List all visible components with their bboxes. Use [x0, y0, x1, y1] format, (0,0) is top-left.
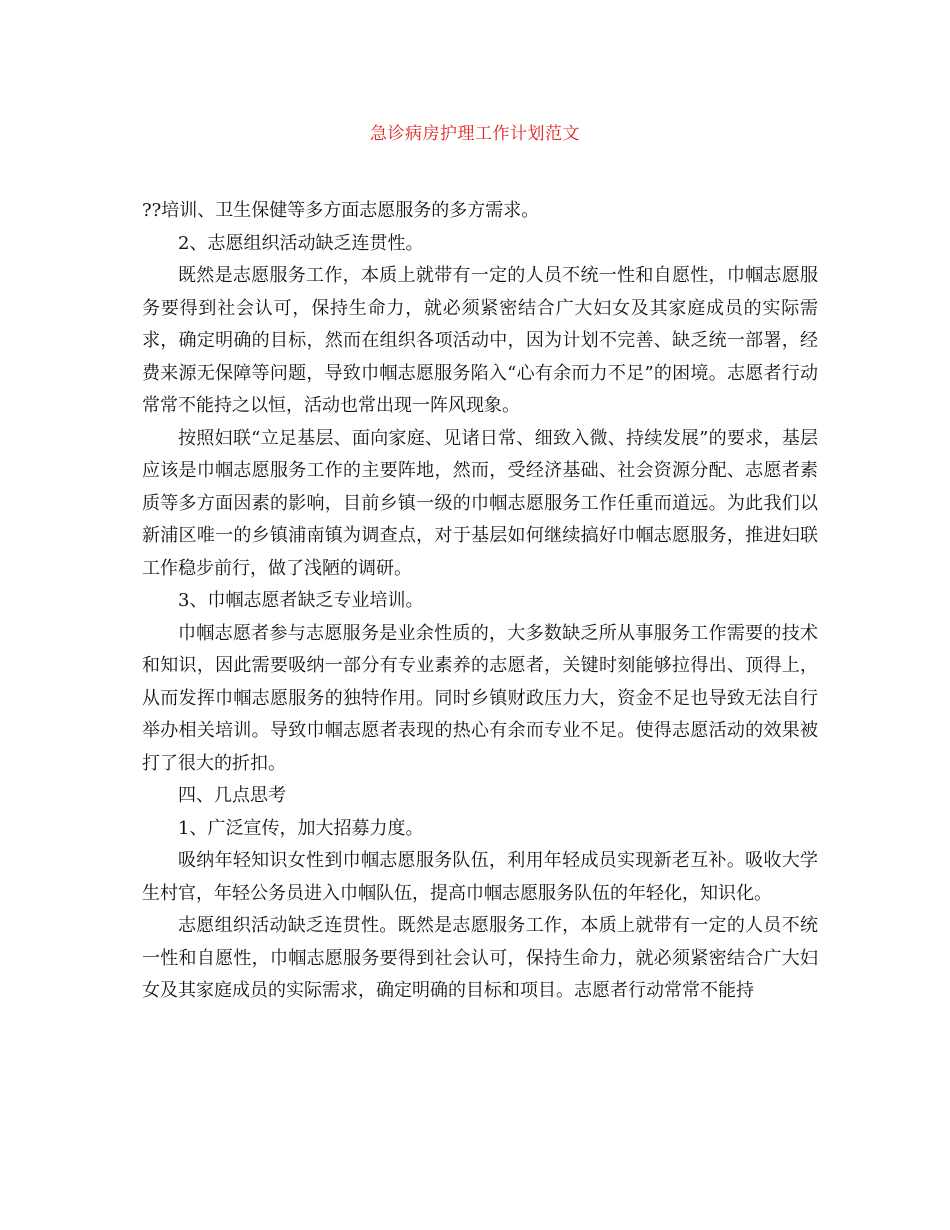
paragraph: 志愿组织活动缺乏连贯性。既然是志愿服务工作，本质上就带有一定的人员不统一性和自愿性，巾帼志愿服务要得到社会认可，保持生命力，就必须紧密结合广大妇女及其家庭成员的实际需求，确定明确的目标和项目。志愿者行动常常不能持: [142, 915, 818, 1001]
paragraph: 吸纳年轻知识女性到巾帼志愿服务队伍，利用年轻成员实现新老互补。吸收大学生村官，年轻公务员进入巾帼队伍，提高巾帼志愿服务队伍的年轻化，知识化。: [142, 850, 818, 904]
document-body: [142, 195, 818, 1008]
section-heading-2: 2、志愿组织活动缺乏连贯性。: [178, 232, 424, 254]
section-heading-3: 3、巾帼志愿者缺乏专业培训。: [178, 590, 424, 611]
paragraph: 按照妇联“立足基层、面向家庭、见诸日常、细致入微、持续发展”的要求，基层应该是巾帼志愿服务工作的主要阵地，然而，受经济基础、社会资源分配、志愿者素质等多方面因素的影响，目前乡镇一级的巾帼志愿服务工作任重而道远。为此我们以新浦区唯一的乡镇浦南镇为调查点，对于基层如何继续搞好巾帼志愿服务，推进妇联工作稳步前行，做了浅陋的调研。: [142, 427, 818, 579]
document-title: 急诊病房护理工作计划范文: [370, 124, 580, 144]
section-heading-1: 1、广泛宣传，加大招募力度。: [178, 817, 424, 839]
section-heading-four: 四、几点思考: [178, 785, 286, 806]
paragraph-continuation: ??培训、卫生保健等多方面志愿服务的多方需求。: [142, 200, 540, 221]
paragraph: 巾帼志愿者参与志愿服务是业余性质的，大多数缺乏所从事服务工作需要的技术和知识，因此需要吸纳一部分有专业素养的志愿者，关键时刻能够拉得出、顶得上，从而发挥巾帼志愿服务的独特作用。同时乡镇财政压力大，资金不足也导致无法自行举办相关培训。导致巾帼志愿者表现的热心有余而专业不足。使得志愿活动的效果被打了很大的折扣。: [142, 622, 818, 774]
paragraph: 既然是志愿服务工作，本质上就带有一定的人员不统一性和自愿性，巾帼志愿服务要得到社会认可，保持生命力，就必须紧密结合广大妇女及其家庭成员的实际需求，确定明确的目标，然而在组织各项活动中，因为计划不完善、缺乏统一部署，经费来源无保障等问题，导致巾帼志愿服务陷入“心有余而力不足”的困境。志愿者行动常常不能持之以恒，活动也常出现一阵风现象。: [142, 265, 818, 416]
